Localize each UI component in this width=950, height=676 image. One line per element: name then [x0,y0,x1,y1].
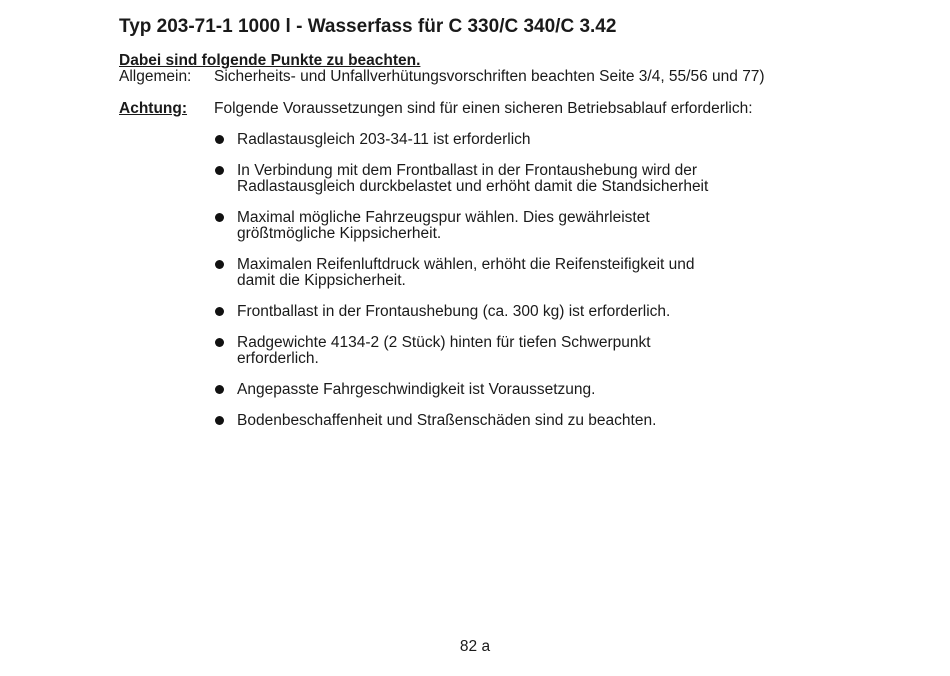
list-item [214,304,708,320]
list-item [214,382,708,398]
list-item [214,132,708,148]
general-row [119,68,765,86]
list-item-text: In Verbindung mit dem Frontballast in der Frontaushebung wird der Radlastausgleich durckbelastet und erhöht damit die Standsicherheit [237,162,709,195]
bullet-icon [215,416,224,425]
list-item [214,257,708,289]
list-item-text: Frontballast in der Frontaushebung (ca. 300 kg) ist erforderlich. [237,303,671,320]
list-item-text: Radgewichte 4134-2 (2 Stück) hinten für tiefen Schwerpunkt erforderlich. [237,334,651,367]
bullet-icon [215,260,224,269]
bullet-icon [215,307,224,316]
bullet-icon [215,166,224,175]
subheading: Dabei sind folgende Punkte zu beachten. [119,52,421,69]
bullet-icon [215,135,224,144]
list-item-text: Maximal mögliche Fahrzeugspur wählen. Dies gewährleistet größtmögliche Kippsicherheit. [237,209,650,242]
list-item-text: Angepasste Fahrgeschwindigkeit ist Voraussetzung. [237,381,596,398]
attention-text: Folgende Voraussetzungen sind für einen sicheren Betriebsablauf erforderlich: [214,100,753,117]
list-item [214,210,708,242]
list-item-text: Bodenbeschaffenheit und Straßenschäden sind zu beachten. [237,412,657,429]
list-item [214,413,708,429]
general-text: Sicherheits- und Unfallverhütungsvorschriften beachten Seite 3/4, 55/56 und 77) [214,68,765,85]
bullet-icon [215,213,224,222]
attention-row [119,100,753,118]
list-item-text: Maximalen Reifenluftdruck wählen, erhöht die Reifensteifigkeit und damit die Kippsicherheit. [237,256,695,289]
list-item-text: Radlastausgleich 203-34-11 ist erforderlich [237,131,531,148]
requirements-list [214,132,708,444]
page-title: Typ 203-71-1 1000 l - Wasserfass für C 330/C 340/C 3.42 [119,16,617,37]
list-item [214,163,708,195]
general-label: Allgemein: [119,68,192,85]
list-item [214,335,708,367]
attention-label: Achtung: [119,100,188,117]
bullet-icon [215,338,224,347]
bullet-icon [215,385,224,394]
page-number: 82 a [459,638,491,655]
